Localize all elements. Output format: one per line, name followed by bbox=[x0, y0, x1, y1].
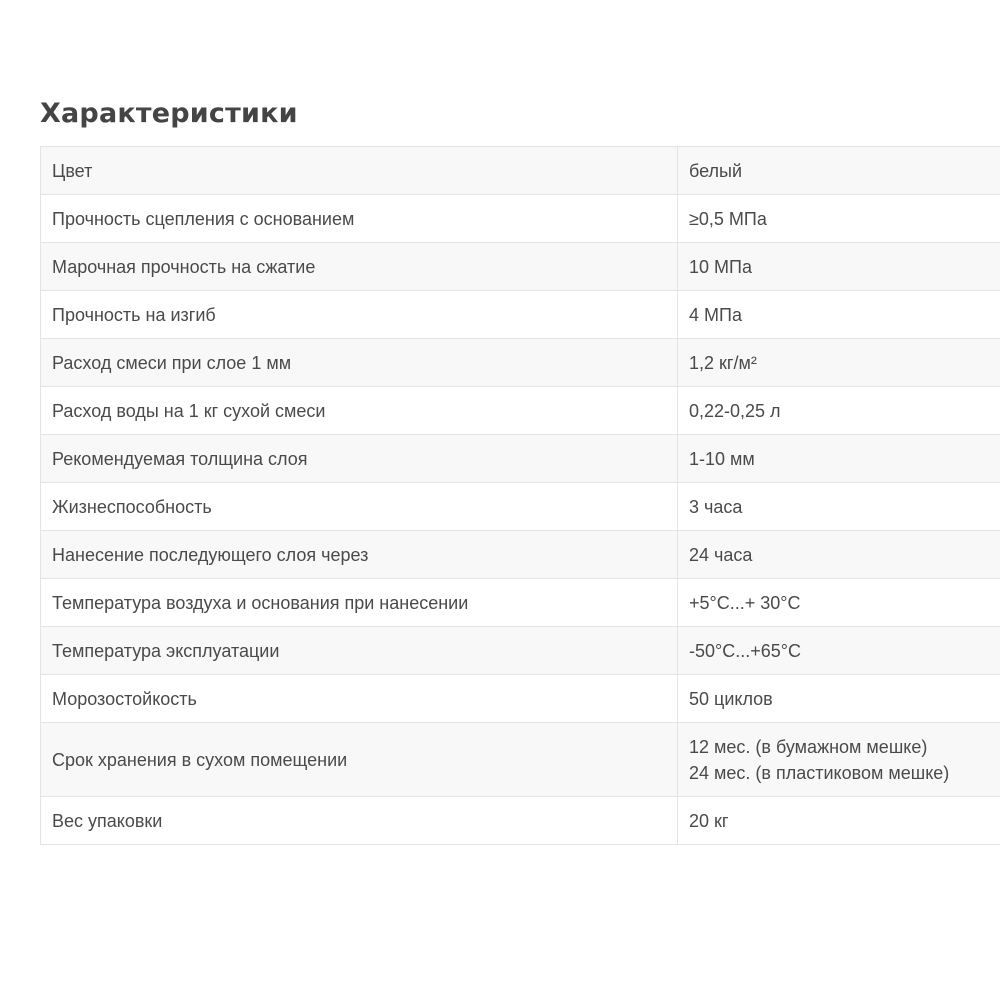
spec-label: Марочная прочность на сжатие bbox=[41, 243, 678, 291]
spec-label: Температура воздуха и основания при нанесении bbox=[41, 579, 678, 627]
table-row bbox=[41, 723, 1000, 797]
table-row bbox=[41, 531, 1000, 579]
spec-value: 4 МПа bbox=[678, 291, 1000, 339]
spec-value: 10 МПа bbox=[678, 243, 1000, 291]
spec-label: Цвет bbox=[41, 147, 678, 195]
spec-value: 50 циклов bbox=[678, 675, 1000, 723]
table-row bbox=[41, 675, 1000, 723]
spec-label: Жизнеспособность bbox=[41, 483, 678, 531]
spec-label: Нанесение последующего слоя через bbox=[41, 531, 678, 579]
spec-label: Рекомендуемая толщина слоя bbox=[41, 435, 678, 483]
spec-label: Температура эксплуатации bbox=[41, 627, 678, 675]
spec-value: 3 часа bbox=[678, 483, 1000, 531]
spec-label: Вес упаковки bbox=[41, 797, 678, 845]
table-row bbox=[41, 483, 1000, 531]
spec-value bbox=[678, 723, 1000, 797]
spec-value: +5°C...+ 30°C bbox=[678, 579, 1000, 627]
spec-label: Срок хранения в сухом помещении bbox=[41, 723, 678, 797]
spec-value-line: 12 мес. (в бумажном мешке) bbox=[689, 736, 928, 757]
spec-label: Расход смеси при слое 1 мм bbox=[41, 339, 678, 387]
spec-value: ≥0,5 МПа bbox=[678, 195, 1000, 243]
specs-table bbox=[40, 146, 1000, 845]
table-row bbox=[41, 387, 1000, 435]
table-row bbox=[41, 195, 1000, 243]
table-row bbox=[41, 435, 1000, 483]
spec-label: Прочность сцепления с основанием bbox=[41, 195, 678, 243]
table-row bbox=[41, 339, 1000, 387]
spec-value: 0,22-0,25 л bbox=[678, 387, 1000, 435]
spec-value: 24 часа bbox=[678, 531, 1000, 579]
spec-value-line: 24 мес. (в пластиковом мешке) bbox=[689, 762, 950, 783]
spec-label: Расход воды на 1 кг сухой смеси bbox=[41, 387, 678, 435]
spec-value: 1,2 кг/м² bbox=[678, 339, 1000, 387]
spec-value: белый bbox=[678, 147, 1000, 195]
table-row bbox=[41, 243, 1000, 291]
spec-value: 20 кг bbox=[678, 797, 1000, 845]
table-row bbox=[41, 627, 1000, 675]
spec-label: Прочность на изгиб bbox=[41, 291, 678, 339]
spec-value: 1-10 мм bbox=[678, 435, 1000, 483]
table-row bbox=[41, 147, 1000, 195]
table-row bbox=[41, 579, 1000, 627]
spec-value: -50°C...+65°C bbox=[678, 627, 1000, 675]
spec-label: Морозостойкость bbox=[41, 675, 678, 723]
table-row bbox=[41, 797, 1000, 845]
section-title: Характеристики bbox=[40, 98, 298, 129]
table-row bbox=[41, 291, 1000, 339]
